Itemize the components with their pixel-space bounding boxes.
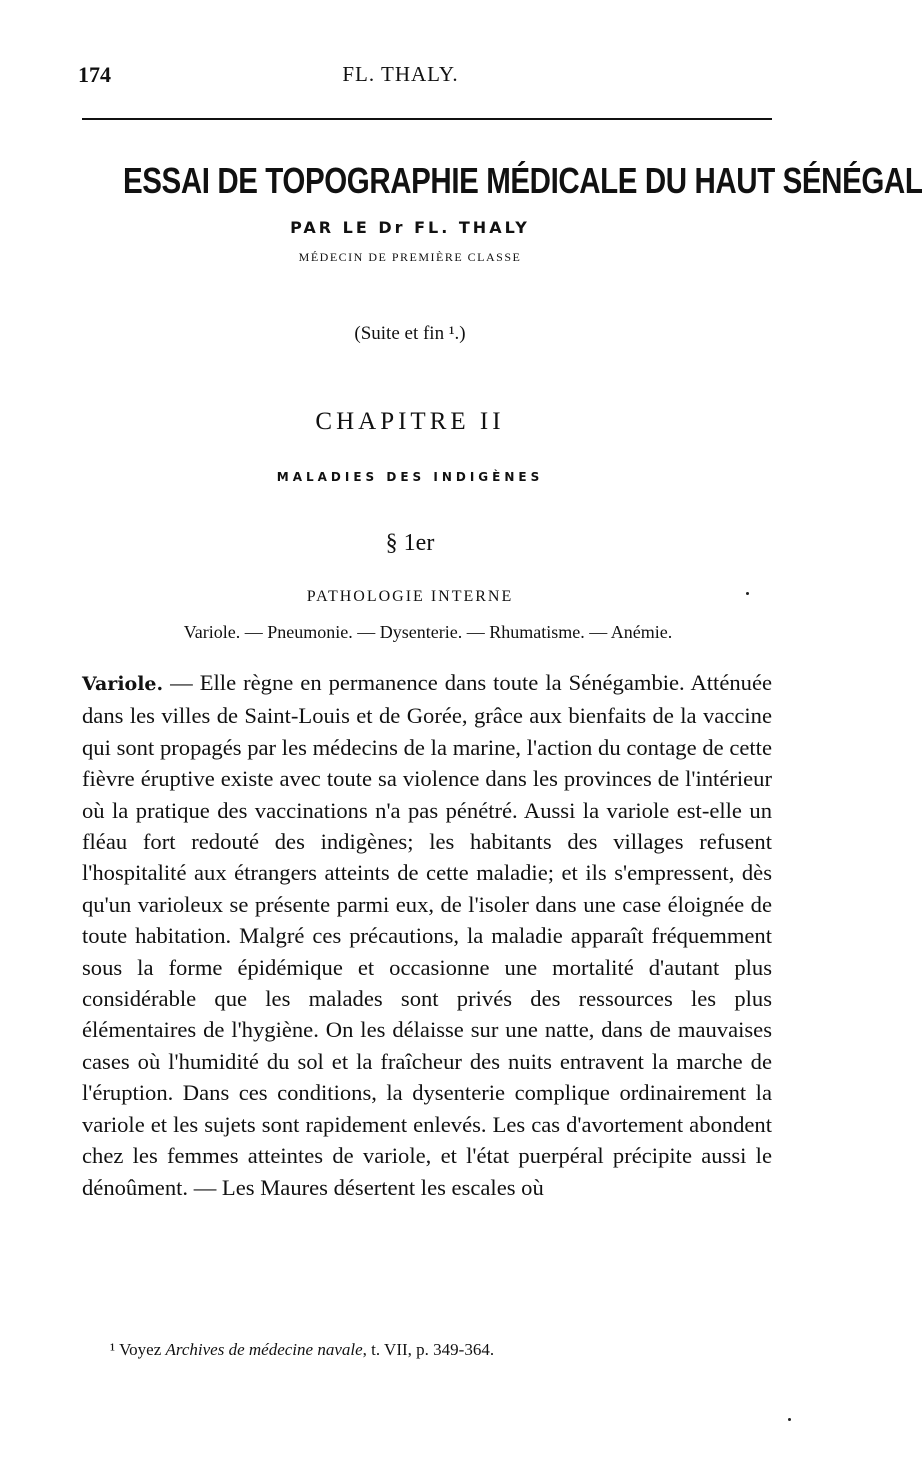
continuation-note: (Suite et fin ¹.)	[354, 323, 466, 344]
footnote-source: Archives de médecine navale	[165, 1340, 363, 1359]
article-title: ESSAI DE TOPOGRAPHIE MÉDICALE DU HAUT SÉNÉGAL	[123, 160, 922, 201]
section-title: PATHOLOGIE INTERNE	[306, 588, 514, 605]
header-rule	[82, 118, 772, 120]
body-text: — Elle règne en permanence dans toute la Sénégambie. Atténuée dans les villes de Saint-Louis et de Gorée, grâce aux bienfaits de la vaccine qui sont propagés par les médecins de la marine, l'action du contage de cette fièvre éruptive existe avec toute sa violence dans les provinces de l'intérieur où la pratique des vaccinations n'a pas pénétré. Aussi la variole est-elle un fléau fort redouté des indigènes; les habitants des villages refusent l'hospitalité aux étrangers atteints de cette maladie; et ils s'empressent, dès qu'un varioleux se présente parmi eux, de l'isoler dans une case éloignée de toute habitation. Malgré ces précautions, la maladie apparaît fréquemment sous la forme épidémique et occasionne une mortalité d'autant plus considérable que les malades sont privés des ressources les plus élémentaires de l'hygiène. On les délaisse sur une natte, dans de mauvaises cases où l'humidité du sol et la fraîcheur des nuits entravent la marche de l'éruption. Dans ces conditions, la dysenterie complique ordinairement la variole et les sujets sont rapidement enlevés. Les cas d'avortement abondent chez les femmes atteintes de variole, et l'état puerpéral précipite aussi le dénoûment. — Les Maures désertent les escales où	[82, 670, 772, 1200]
author-line: PAR LE Dr FL. THALY	[290, 218, 530, 237]
footnote-prefix: Voyez	[119, 1340, 166, 1359]
scan-speck	[788, 1418, 791, 1421]
chapter-subtitle: MALADIES DES INDIGÈNES	[276, 470, 544, 484]
scan-speck	[746, 592, 749, 595]
section-topics: Variole. — Pneumonie. — Dysenterie. — Rhumatisme. — Anémie.	[183, 622, 673, 642]
chapter-title: CHAPITRE II	[315, 408, 505, 435]
page-number: 174	[78, 62, 111, 87]
footnote-suffix: , t. VII, p. 349-364.	[362, 1340, 495, 1359]
footnote-marker: ¹	[110, 1340, 116, 1359]
author-rank: MÉDECIN DE PREMIÈRE CLASSE	[298, 250, 522, 264]
lead-word: Variole.	[82, 673, 164, 695]
footnote	[110, 1340, 770, 1360]
body-paragraph	[82, 667, 772, 1203]
running-head	[78, 62, 723, 90]
section-number: § 1er	[385, 530, 435, 556]
running-title: FL. THALY.	[342, 62, 459, 86]
